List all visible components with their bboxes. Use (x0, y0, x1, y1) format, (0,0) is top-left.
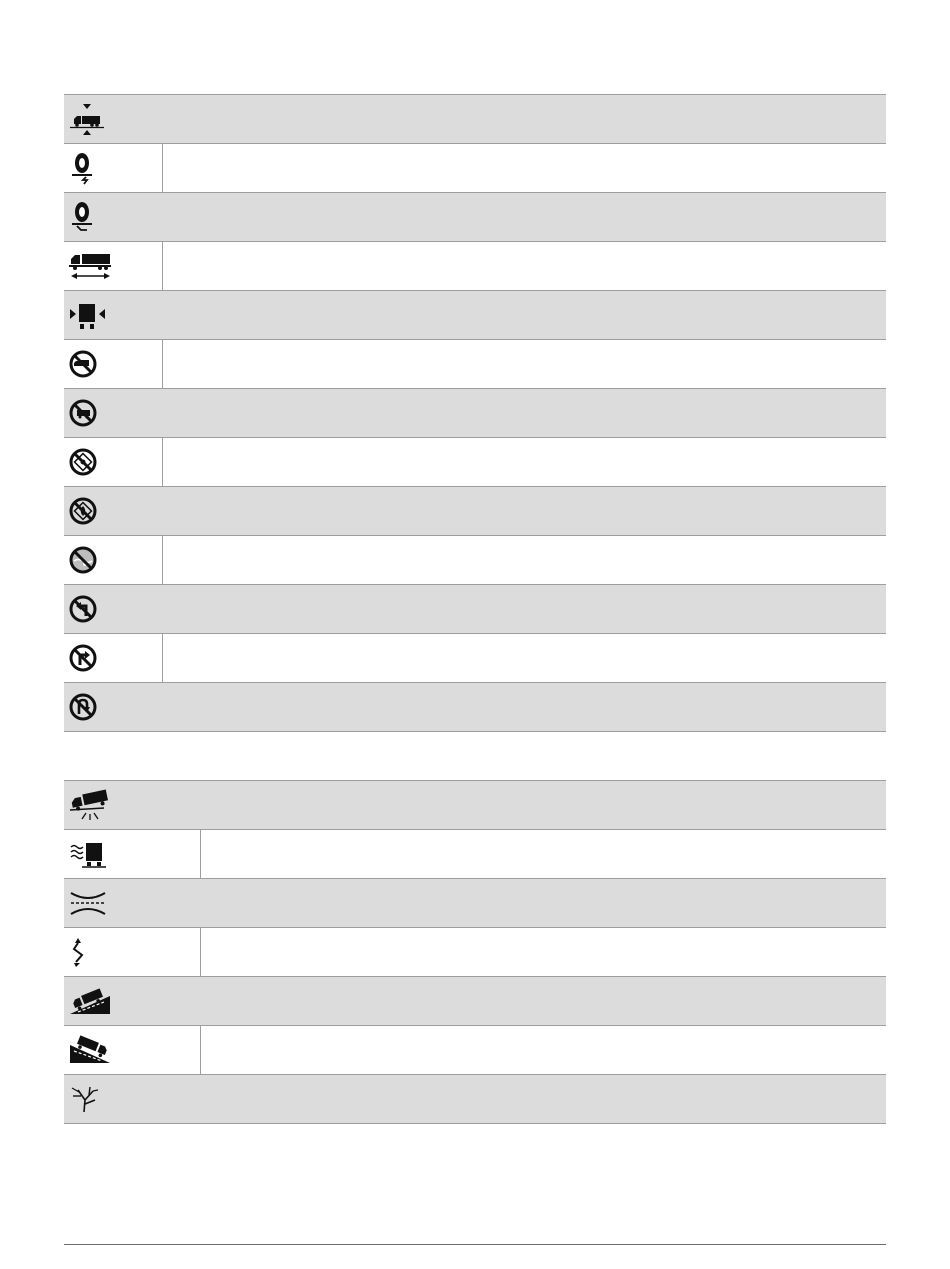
steep-uphill-icon (68, 984, 114, 1018)
description-cell (201, 1026, 886, 1074)
icon-cell (64, 977, 201, 1025)
description-cell (163, 487, 886, 535)
no-water-pollutants-icon (68, 543, 102, 577)
table-row (64, 291, 886, 340)
table-row (64, 340, 886, 389)
icon-cell (64, 1075, 201, 1123)
icon-cell (64, 781, 201, 829)
table-row (64, 634, 886, 683)
table-row (64, 144, 886, 193)
table-row (64, 487, 886, 536)
description-cell (201, 781, 886, 829)
table-row (64, 977, 886, 1026)
table-row (64, 781, 886, 830)
table-row (64, 1075, 886, 1124)
table-row (64, 683, 886, 732)
icon-cell (64, 242, 163, 290)
description-cell (163, 536, 886, 584)
table-row (64, 879, 886, 928)
table-row (64, 1026, 886, 1075)
description-cell (163, 389, 886, 437)
truck-width-icon (68, 298, 108, 332)
icon-cell (64, 928, 201, 976)
icon-cell (64, 585, 163, 633)
icon-cell (64, 536, 163, 584)
restrictions-table (64, 94, 886, 732)
icon-cell (64, 389, 163, 437)
falling-trees-icon (68, 1082, 102, 1116)
description-cell (201, 928, 886, 976)
truck-height-icon (68, 102, 108, 136)
description-cell (163, 193, 886, 241)
description-cell (163, 585, 886, 633)
icon-cell (64, 291, 163, 339)
icon-cell (64, 1026, 201, 1074)
description-cell (163, 683, 886, 731)
icon-cell (64, 95, 163, 143)
truck-weight-icon (68, 151, 98, 185)
description-cell (163, 340, 886, 388)
no-hazmat-icon (68, 445, 102, 479)
icon-cell (64, 193, 163, 241)
description-cell (163, 438, 886, 486)
description-cell (201, 977, 886, 1025)
table-row (64, 830, 886, 879)
warnings-table (64, 780, 886, 1124)
table-row (64, 536, 886, 585)
table-row (64, 193, 886, 242)
table-row (64, 389, 886, 438)
steep-downhill-icon (68, 1033, 114, 1067)
icon-cell (64, 683, 163, 731)
icon-cell (64, 487, 163, 535)
table-row (64, 242, 886, 291)
no-u-turn-icon (68, 690, 102, 724)
icon-cell (64, 438, 163, 486)
axle-weight-icon (68, 200, 98, 234)
no-left-turn-icon (68, 592, 102, 626)
description-cell (201, 1075, 886, 1123)
description-cell (163, 95, 886, 143)
description-cell (163, 242, 886, 290)
table-row (64, 585, 886, 634)
table-row (64, 95, 886, 144)
side-wind-icon (68, 837, 110, 871)
description-cell (201, 830, 886, 878)
footer-divider (64, 1244, 886, 1245)
description-cell (163, 291, 886, 339)
truck-rollover-icon (68, 788, 114, 822)
description-cell (163, 144, 886, 192)
description-cell (201, 879, 886, 927)
narrow-road-icon (68, 886, 110, 920)
description-cell (163, 634, 886, 682)
no-trucks-icon (68, 347, 102, 381)
icon-cell (64, 830, 201, 878)
truck-length-icon (68, 249, 114, 283)
table-row (64, 928, 886, 977)
icon-cell (64, 340, 163, 388)
no-trailers-icon (68, 396, 102, 430)
icon-cell (64, 144, 163, 192)
winding-road-icon (68, 935, 92, 969)
no-right-turn-icon (68, 641, 102, 675)
no-flammables-icon (68, 494, 102, 528)
icon-cell (64, 634, 163, 682)
icon-cell (64, 879, 201, 927)
table-row (64, 438, 886, 487)
